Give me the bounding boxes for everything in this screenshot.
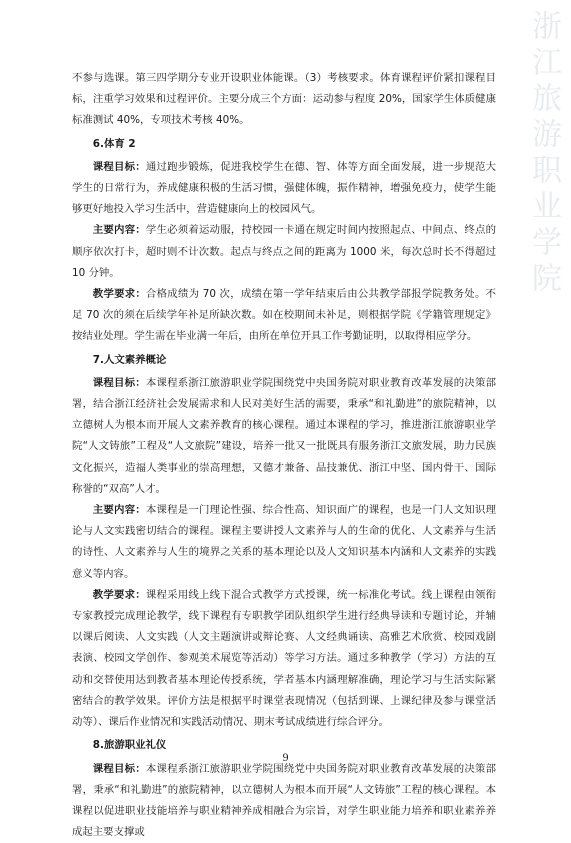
paragraph-label: 主要内容：: [93, 504, 146, 516]
intro-paragraph: 不参与选课。第三四学期分专业开设职业体能课。（3）考核要求。体育课程评价紧扣课程目标，注重学习效果和过程评价。主要分成三个方面：运动参与程度 20%，国家学生体质健康标准测试 40%，专项技术考核 40%。: [72, 68, 496, 132]
paragraph-label: 主要内容：: [93, 224, 146, 236]
paragraph-text: 通过跑步锻炼，促进我校学生在德、智、体等方面全面发展，进一步规范大学生的日常行为，养成健康积极的生活习惯，强健体魄，振作精神，增强免疫力，使学生能够更好地投入学习生活中，营造健康向上的校园风气。: [72, 161, 496, 215]
paragraph-label: 课程目标：: [93, 161, 146, 173]
paragraph: [72, 585, 496, 733]
paragraph: [72, 220, 496, 284]
watermark: 浙江旅游职业学院: [521, 10, 565, 798]
section-title: 6.体育 2: [93, 134, 496, 155]
section-title: 8.旅游职业礼仪: [93, 735, 496, 756]
paragraph-text: 课程采用线上线下混合式教学方式授课，统一标准化考试。线上课程由领衔专家教授完成理论教学，线下课程有专职教学团队组织学生进行经典导读和专题讨论，并辅以课后阅读、人文实践（人文主题演讲或辩论赛、人文经典诵读、高雅艺术欣赏、校园戏剧表演、校园文学创作、参观美术展览等活动）等学习方法。通过多种教学（学习）方法的互动和交替使用达到教者基本理论传授系统，学者基本内涵理解准确，理论学习与生活实际紧密结合的教学效果。评价方法是根据平时课堂表现情况（包括到课、上课纪律及参与课堂活动等）、课后作业情况和实践活动情况、期末考试成绩进行综合评分。: [72, 589, 496, 728]
document-body: [72, 68, 496, 843]
paragraph: [72, 157, 496, 221]
paragraph-text: 本课程系浙江旅游职业学院围绕党中央国务院对职业教育改革发展的决策部署，秉承“和礼勤进”的旅院精神，以立德树人为根本而开展“人文铸旅”工程的核心课程。本课程以促进职业技能培养与职业精神养成相融合为宗旨，对学生职业能力培养和职业素养养成起主要支撑或: [72, 763, 496, 839]
paragraph: [72, 373, 496, 500]
page-number: 9: [0, 753, 571, 764]
paragraph-text: 合格成绩为 70 次，成绩在第一学年结束后由公共教学部报学院教务处。不足 70 次的须在后续学年补足所缺次数。如在校期间未补足，则根据学院《学籍管理规定》按结业处理。学生需在毕业满一年后，由所在单位开具工作考勤证明，以取得相应学分。: [72, 288, 496, 342]
section-humanities: [72, 350, 496, 734]
paragraph-label: 教学要求：: [93, 589, 146, 601]
paragraph-label: 课程目标：: [93, 763, 146, 775]
paragraph-text: 本课程系浙江旅游职业学院围绕党中央国务院对职业教育改革发展的决策部署，结合浙江经济社会发展需求和人民对美好生活的需要，秉承“和礼勤进”的旅院精神，以立德树人为根本而开展人文素养教育的核心课程。通过本课程的学习，推进浙江旅游职业学院“人文铸旅”工程及“人文旅院”建设，培养一批又一批既具有服务浙江文旅发展，助力民族文化振兴，造福人类事业的崇高理想，又德才兼备、品技兼优、浙江中坚、国内骨干、国际称誉的“双高”人才。: [72, 377, 496, 495]
paragraph-text: 本课程是一门理论性强、综合性高、知识面广的课程，也是一门人文知识理论与人文实践密切结合的课程。课程主要讲授人文素养与人的生命的优化、人文素养与生活的诗性、人文素养与人生的境界之关系的基本理论以及人文知识基本内涵和人文素养的实践意义等内容。: [72, 504, 496, 580]
paragraph: [72, 759, 496, 843]
paragraph-text: 学生必须着运动服，持校园一卡通在规定时间内按照起点、中间点、终点的顺序依次打卡，超时则不计次数。起点与终点之间的距离为 1000 米，每次总时长不得超过 10 分钟。: [72, 224, 496, 278]
section-title: 7.人文素养概论: [93, 350, 496, 371]
section-pe2: [72, 134, 496, 348]
paragraph: [72, 284, 496, 348]
paragraph: [72, 500, 496, 585]
section-etiquette: [72, 735, 496, 843]
paragraph-label: 课程目标：: [93, 377, 146, 389]
paragraph-label: 教学要求：: [93, 288, 146, 300]
